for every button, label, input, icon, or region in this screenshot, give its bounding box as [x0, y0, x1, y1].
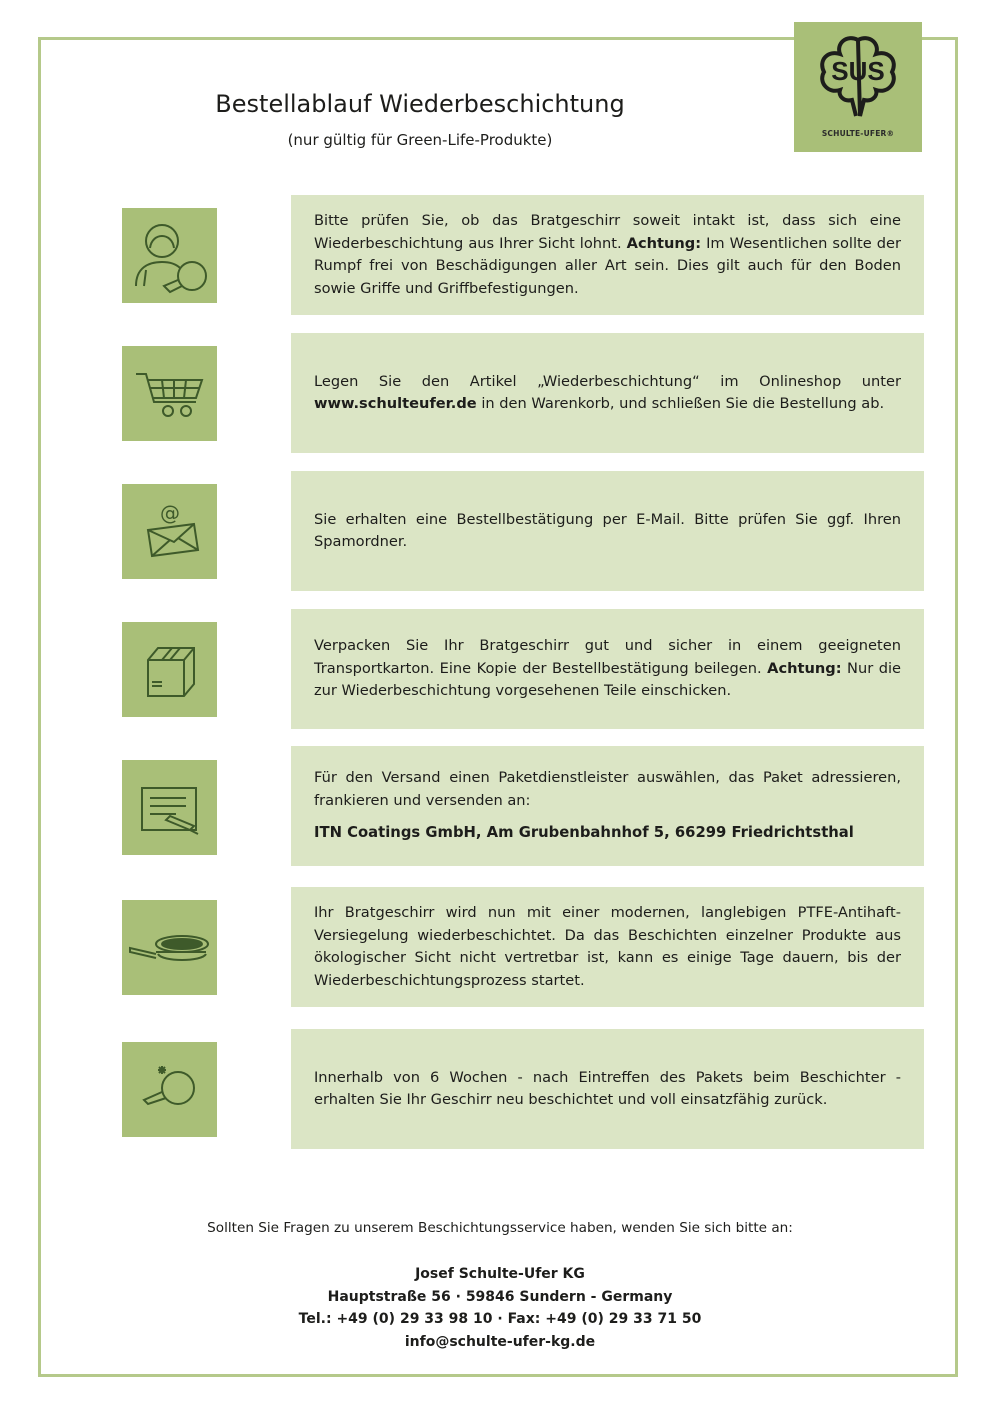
- pan-sparkle-icon: [122, 1042, 217, 1137]
- step-1-text: Bitte prüfen Sie, ob das Bratgeschirr soweit intakt ist, dass sich eine Wiederbeschichtung aus Ihrer Sicht lohnt. Achtung: Im Wesentlichen sollte der Rumpf frei von Beschädigungen aller Art sein. Dies gilt auch für den Boden sowie Griffe und Griffbefestigungen.: [314, 212, 901, 297]
- footer-question: Sollten Sie Fragen zu unserem Beschichtungsservice haben, wenden Sie sich bitte an:: [207, 1220, 793, 1236]
- step-6-text: Ihr Bratgeschirr wird nun mit einer modernen, langlebigen PTFE-Antihaft-Versiegelung wiederbeschichtet. Da das Beschichten einzelner Produkte aus ökologischer Sicht nicht vertretbar ist, kann es einige Tage dauern, bis der Wiederbeschichtungsprozess startet.: [314, 904, 901, 989]
- page-title: Bestellablauf Wiederbeschichtung: [215, 90, 625, 118]
- email-envelope-icon: [122, 484, 217, 579]
- step-7-text-box: [291, 1029, 924, 1149]
- clover-logo-icon: [810, 32, 906, 118]
- contact-email[interactable]: info@schulte-ufer-kg.de: [404, 1333, 596, 1350]
- frying-pan-icon: [122, 900, 217, 995]
- step-2-text-box: [291, 333, 924, 453]
- step-3-text-box: [291, 471, 924, 591]
- step-1-text-box: [291, 195, 924, 315]
- step-1-icon-box: [122, 208, 217, 303]
- logo-brand-text: SCHULTE-UFER®: [821, 129, 895, 138]
- step-7-icon-box: [122, 1042, 217, 1137]
- step-2-icon-box: [122, 346, 217, 441]
- step-3-icon-box: [122, 484, 217, 579]
- package-box-icon: [122, 622, 217, 717]
- step-4-text-box: [291, 609, 924, 729]
- step-7-text: Innerhalb von 6 Wochen - nach Eintreffen des Pakets beim Beschichter - erhalten Sie Ihr Geschirr neu beschichtet und voll einsatzfähig zurück.: [314, 1068, 901, 1108]
- step-5-icon-box: [122, 760, 217, 855]
- contact-street: Hauptstraße 56 · 59846 Sundern - Germany: [327, 1288, 673, 1305]
- step-3-text: Sie erhalten eine Bestellbestätigung per E-Mail. Bitte prüfen Sie ggf. Ihren Spamordner.: [314, 510, 901, 550]
- step-4-icon-box: [122, 622, 217, 717]
- step-4-text: Verpacken Sie Ihr Bratgeschirr gut und sicher in einem geeigneten Transportkarton. Eine Kopie der Bestellbestätigung beilegen. Achtung: Nur die zur Wiederbeschichtung vorgesehenen Teile einschicken.: [314, 637, 901, 700]
- shipping-address: ITN Coatings GmbH, Am Grubenbahnhof 5, 66299 Friedrichtsthal: [314, 824, 854, 842]
- address-label-pen-icon: [122, 760, 217, 855]
- schulte-ufer-logo: [794, 22, 922, 152]
- page-subtitle: (nur gültig für Green-Life-Produkte): [287, 131, 553, 149]
- contact-company: Josef Schulte-Ufer KG: [415, 1266, 585, 1282]
- step-2-text: Legen Sie den Artikel „Wiederbeschichtung“ im Onlineshop unter www.schulteufer.de in den Warenkorb, und schließen Sie die Bestellung ab.: [314, 372, 901, 412]
- svg-text:@: @: [160, 501, 180, 525]
- person-magnifier-icon: [122, 208, 217, 303]
- contact-block: [200, 1263, 800, 1353]
- logo-letters: SUS: [831, 56, 885, 86]
- step-6-icon-box: [122, 900, 217, 995]
- contact-phone: Tel.: +49 (0) 29 33 98 10 · Fax: +49 (0) 29 33 71 50: [298, 1311, 702, 1327]
- step-5-text: Für den Versand einen Paketdienstleister auswählen, das Paket adressieren, frankieren und versenden an:: [314, 769, 901, 809]
- step-6-text-box: [291, 887, 924, 1007]
- step-5-text-box: [291, 746, 924, 866]
- shopping-cart-icon: [122, 346, 217, 441]
